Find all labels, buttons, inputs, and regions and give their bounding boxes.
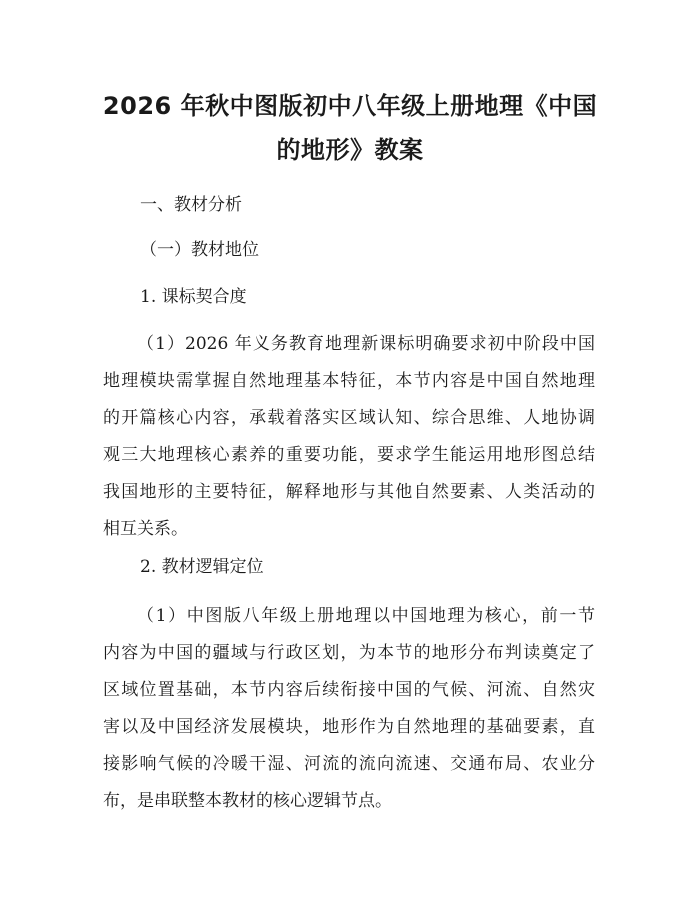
paragraph-line: 我国地形的主要特征，解释地形与其他自然要素、人类活动的 (103, 482, 595, 502)
document-title-line-2: 的地形》教案 (276, 136, 424, 164)
paragraph-line: 相互关系。 (103, 519, 188, 539)
document-title-line-1: 2026 年秋中图版初中八年级上册地理《中国 (102, 92, 598, 120)
paragraph-line: 地理模块需掌握自然地理基本特征，本节内容是中国自然地理 (103, 371, 595, 391)
paragraph-line: 的开篇核心内容，承载着落实区域认知、综合思维、人地协调 (103, 408, 595, 428)
item-heading-curriculum-fit: 1. 课标契合度 (140, 287, 247, 307)
paragraph-line: （1）2026 年义务教育地理新课标明确要求初中阶段中国 (137, 334, 595, 354)
paragraph-textbook-logic (103, 598, 595, 820)
paragraph-line: 观三大地理核心素养的重要功能，要求学生能运用地形图总结 (103, 445, 595, 465)
subsection-heading-materials-status: （一）教材地位 (140, 240, 259, 260)
section-heading-materials-analysis: 一、教材分析 (140, 195, 242, 215)
paragraph-line: 区域位置基础，本节内容后续衔接中国的气候、河流、自然灾 (103, 680, 595, 700)
paragraph-line: （1）中图版八年级上册地理以中国地理为核心，前一节 (137, 606, 595, 626)
paragraph-curriculum-fit (103, 326, 595, 548)
paragraph-line: 内容为中国的疆域与行政区划，为本节的地形分布判读奠定了 (103, 643, 595, 663)
paragraph-line: 害以及中国经济发展模块，地形作为自然地理的基础要素，直 (103, 717, 595, 737)
item-heading-textbook-logic: 2. 教材逻辑定位 (140, 557, 264, 577)
paragraph-line: 接影响气候的冷暖干湿、河流的流向流速、交通布局、农业分 (103, 754, 595, 774)
paragraph-line: 布，是串联整本教材的核心逻辑节点。 (103, 791, 392, 811)
